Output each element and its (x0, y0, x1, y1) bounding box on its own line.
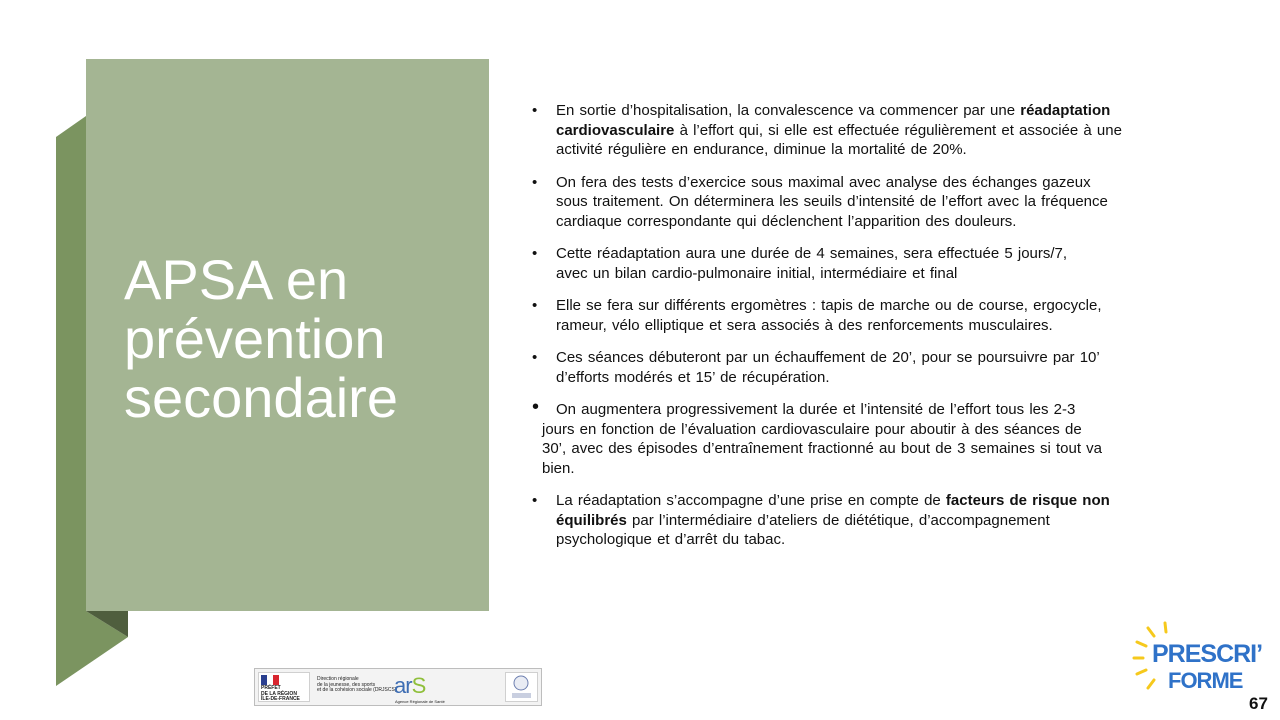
bullet-7-bold-b: équilibrés (556, 511, 627, 529)
bullet-4-line-2: rameur, vélo elliptique et sera associés à des renforcements musculaires. (556, 316, 1053, 334)
bullet-list (532, 101, 1192, 563)
prefet-line-3: ÎLE-DE-FRANCE (261, 696, 300, 702)
slide-title-line-3: secondaire (124, 366, 398, 429)
drjscs-line-2: de la jeunesse, des sports (317, 681, 376, 688)
slide-title (124, 250, 464, 427)
prescriforme-logo (1132, 620, 1263, 700)
bullet-6-line-1: On augmentera progressivement la durée et l’intensité de l’effort tous les 2-3 (556, 401, 1076, 418)
bullet-item-1 (532, 101, 1192, 160)
bullet-item-3 (532, 244, 1192, 283)
brand-line-2: FORME (1168, 668, 1243, 693)
bullet-6-line-2: jours en fonction de l’évaluation cardiovasculaire pour aboutir à des séances de (542, 420, 1082, 438)
slide-title-line-2: prévention (124, 307, 386, 370)
bullet-item-2 (532, 173, 1192, 232)
bullet-6-line-3: 30’, avec des épisodes d’entraînement fractionné au bout de 3 semaines si tout va (542, 440, 1103, 457)
bullet-5-line-1: Ces séances débuteront par un échauffement de 20’, pour se poursuivre par 10’ (556, 349, 1100, 366)
ars-logo (394, 673, 425, 699)
seal-emblem-icon (506, 673, 537, 701)
bullet-4-line-1: Elle se fera sur différents ergomètres : tapis de marche ou de course, ergocycle, (556, 297, 1102, 314)
bullet-1-bold-a: réadaptation (1020, 102, 1111, 119)
bullet-2-line-1: On fera des tests d’exercice sous maximal avec analyse des échanges gazeux (556, 173, 1091, 191)
bullet-7-text-b: par l’intermédiaire d’ateliers de diététique, d’accompagnement (626, 511, 1050, 529)
bullet-7-bold-a: facteurs de risque non (945, 492, 1110, 509)
bullet-1-text-a: En sortie d’hospitalisation, la convalescence va commencer par une (556, 102, 1021, 119)
drjscs-line-1: Direction régionale (317, 676, 359, 682)
bullet-3-line-2: avec un bilan cardio-pulmonaire initial, intermédiaire et final (556, 264, 958, 282)
slide-title-line-1: APSA en (124, 248, 349, 311)
ars-caption: Agence Régionale de Santé (395, 699, 445, 704)
partner-seal-logo (505, 672, 538, 702)
prefet-line-2: DE LA RÉGION (261, 690, 297, 697)
bullet-3-line-1: Cette réadaptation aura une durée de 4 semaines, sera effectuée 5 jours/7, (556, 245, 1068, 262)
marianne-flag-icon (261, 675, 279, 685)
page-number: 67 (1249, 694, 1268, 713)
bullet-item-7 (532, 491, 1192, 550)
drjscs-line-3: et de la cohésion sociale (DRJSCS) (317, 687, 397, 693)
partner-logos-bar (254, 668, 542, 706)
bullet-1-bold-b: cardiovasculaire (556, 121, 675, 139)
bullet-item-5 (532, 348, 1192, 387)
prefet-logo (258, 672, 310, 702)
ars-logo-right: S (411, 673, 426, 698)
bullet-7-text-a: La réadaptation s’accompagne d’une prise en compte de (556, 492, 946, 509)
bullet-1-text-c: activité régulière en endurance, diminue la mortalité de 20%. (556, 141, 967, 158)
bullet-2-line-3: cardiaque correspondante qui déclenchent l’apparition des douleurs. (556, 212, 1017, 230)
bullet-6-line-4: bien. (542, 459, 575, 477)
drjscs-text (317, 677, 396, 694)
bullet-item-6 (532, 400, 1192, 478)
bullet-5-line-2: d’efforts modérés et 15’ de récupération. (556, 368, 830, 386)
bullet-2-line-2: sous traitement. On déterminera les seuils d’intensité de l’effort avec la fréquence (556, 193, 1108, 210)
prefet-line-1: PRÉFET (261, 685, 281, 691)
ars-logo-left: ar (394, 673, 412, 698)
brand-line-1: PRESCRI’ (1152, 640, 1263, 668)
bullet-7-text-c: psychologique et d’arrêt du tabac. (556, 531, 786, 548)
bullet-1-text-b: à l’effort qui, si elle est effectuée régulièrement et associée à une (674, 121, 1122, 139)
prefet-text (261, 686, 300, 703)
bullet-item-4 (532, 296, 1192, 335)
